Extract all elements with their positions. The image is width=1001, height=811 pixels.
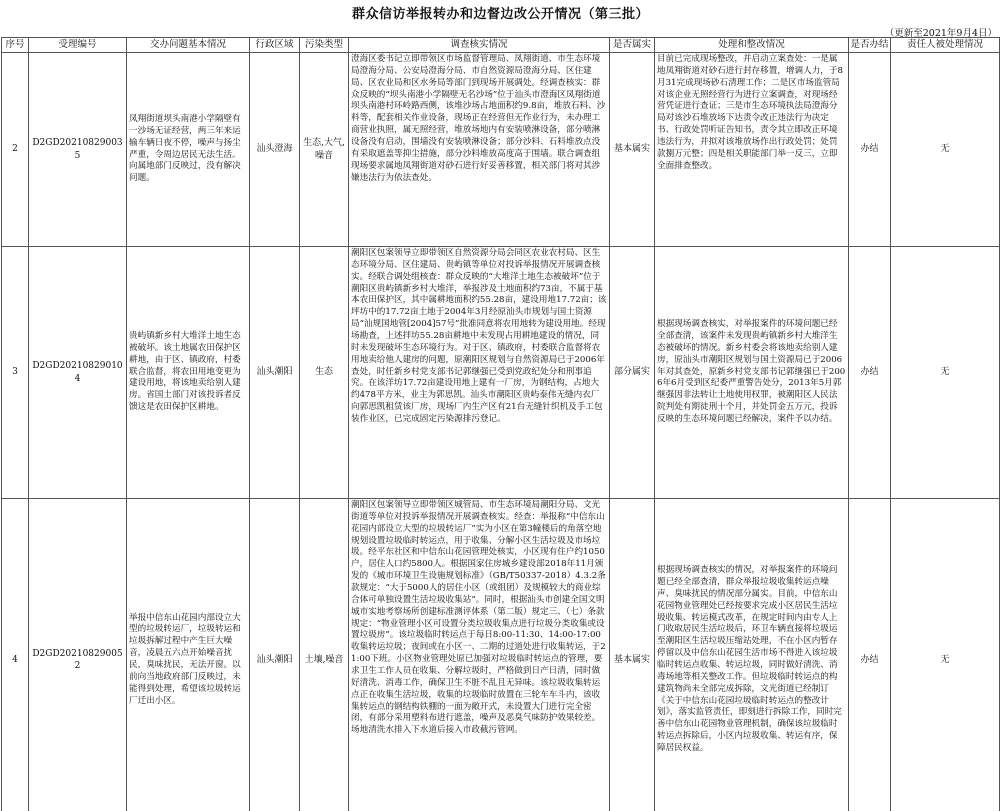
petition-table [1, 37, 1000, 811]
cell-closed: 办结 [849, 53, 891, 247]
update-note: （更新至2021年9月4日） [884, 28, 997, 39]
cell-no: 4 [2, 499, 29, 811]
header-issue: 交办问题基本情况 [127, 38, 250, 53]
cell-verified: 基本属实 [610, 53, 655, 247]
cell-verified: 部分属实 [610, 247, 655, 499]
header-code: 受理编号 [29, 38, 127, 53]
cell-pollution: 土壤,噪音 [300, 499, 349, 811]
cell-investigation: 澄海区委书记立即带领区市场监督管理局、凤翔街道、市生态环境局澄海分局、公安局澄海分局、市自然资源局澄海分局、区住建局、区农业局和区水务局等部门到现场开展调处。经调查核实：群众反映的“坝头南港小学隔壁无名沙场”位于汕头市澄海区凤翔街道坝头南港村环岭路西侧，该堆沙场占地面积约9.8亩，堆放石料、沙料等，配套相关作业设备，现场正在经营但无作业行为，未办理工商营业执照，属无照经营，堆放场地内有安装喷淋设备，部分喷淋设备没有启动，围墙没有安装喷淋设备；部分沙料、石料堆放点没有采取遮盖等抑尘措施，部分沙料堆放高度高于围墙。联合调查组现场要求属地凤翔街道对砂石进行好妥善移置，相关部门将对其涉嫌违法行为依法查处。 [349, 53, 610, 247]
header-verified: 是否属实 [610, 38, 655, 53]
cell-code: D2GD202108290052 [29, 499, 127, 811]
table-row [2, 499, 1000, 811]
header-no: 序号 [2, 38, 29, 53]
header-closed: 是否办结 [849, 38, 891, 53]
header-investigation: 调查核实情况 [349, 38, 610, 53]
cell-closed: 办结 [849, 247, 891, 499]
cell-accountability: 无 [891, 247, 1000, 499]
header-district: 行政区域 [250, 38, 300, 53]
cell-code: D2GD202108290035 [29, 53, 127, 247]
cell-no: 2 [2, 53, 29, 247]
table-header-row [2, 38, 1000, 53]
header-handling: 处理和整改情况 [655, 38, 849, 53]
header-pollution: 污染类型 [300, 38, 349, 53]
cell-issue: 举报中信东山花园内部设立大型的垃圾转运厂，垃圾转运和垃圾拆解过程中产生巨大噪音，凌晨五六点开始噪音扰民，臭味扰民，无法开窗。以前向当地政府部门反映过，未能得到处理，希望该垃圾转运厂迁出小区。 [127, 499, 250, 811]
cell-handling: 根据现场调查核实，对举报案件的环境问题已经全部查清，该案件未发现贵屿镇新乡村大堆洋生态被破坏的情况。新乡村委会将该地卖给别人建房，原汕头市潮阳区规划与国土资源局已于2006年对其查处，原新乡村党支部书记郭继强已于2006年6月受到区纪委严重警告处分，2013年5月郭继强因非法转让土地使用权罪，被潮阳区人民法院判处有期徒刑十个月，并处罚金五万元，投诉反映的生态环境问题已经解决，案件予以办结。 [655, 247, 849, 499]
cell-handling: 根据现场调查核实的情况，对举报案件的环境问题已经全部查清，群众举报垃圾收集转运点噪声、臭味扰民的情况部分属实。目前，中信东山花园物业管理处已经按要求完成小区居民生活垃圾收集、转运模式改革，在规定时间内由专人上门收取居民生活垃圾后，环卫车辆直接将垃圾运至潮阳区生活垃圾压缩站处理，不在小区内暂存停留以及中信东山花园生活市场不得进入该垃圾临时转运点收集、转运垃圾，同时做好清洗、消毒场地等相关整改工作。但垃圾临时转运点的构建筑物尚未全部完成拆除，文光街道已经制订《关于中信东山花园垃圾临时转运点的整改计划》，落实监管责任，即刻进行拆除工作，同时完善中信东山花园物业管理机制，确保该垃圾临时转运点拆除后，小区内垃圾收集、转运有序，保障居民权益。 [655, 499, 849, 811]
table-row [2, 247, 1000, 499]
cell-issue: 凤翔街道坝头南港小学隔壁有一沙场无证经营，两三年来运输车辆日夜不停，噪声与扬尘严重，令周边居民无法生活。向属地部门反映过，没有解决问题。 [127, 53, 250, 247]
cell-verified: 基本属实 [610, 499, 655, 811]
cell-investigation: 潮阳区包案领导立即带领区城管局、市生态环境局潮阳分局、文光街道等单位对投诉举报情况开展调查核实。经查：举报称“中信东山花园内部设立大型的垃圾转运厂”实为小区在第3幢楼后的角落空地规划设置垃圾临时转运点，用于收集、分解小区生活垃圾及市场垃圾。经平东社区和中信东山花园管理处核实，小区现有住户约1050户，居住人口约5800人。根据国家住房城乡建设部2018年11月颁发的《城市环境卫生设施规划标准》（GB/T50337-2018）4.3.2条款规定：“大于5000人的居住小区（或组团）及规模较大的商业综合体可单独设置生活垃圾收集站”。同时，根据汕头市创建全国文明城市实地考察场所创建标准测评体系（第二版）规定三、（七）条款规定：“物业管理小区可设置分类垃圾收集点进行垃圾分类收集或设置垃圾房”。该垃圾临时转运点于每日8:00-11:30、14:00-17:00收集转运垃圾；夜间或在小区一、二期的过道处进行收集转运，于21:00下班。小区物业管理处原已加强对垃圾临时转运点的管理，要求卫生工作人员在收集、分解垃圾时，严格做到日产日清，同时做好清洗、消毒工作，确保卫生不脏不乱且无异味。该垃圾收集转运点正在收集生活垃圾，收集的垃圾临时放置在三轮车车斗内，该收集转运点的钢结构铁棚的一面为敞开式，未设置大门进行完全密闭，有部分采用塑料布进行遮盖，噪声及恶臭气味防护效果较差。场地清洗水排入下水道后接入市政截污管网。 [349, 499, 610, 811]
cell-pollution: 生态,大气,噪音 [300, 53, 349, 247]
cell-district: 汕头潮阳 [250, 499, 300, 811]
cell-handling: 目前已完成现场整改，并启动立案查处：一是属地凤翔街道对砂石进行封存移置，增调人力，于8月31完成现场砂石清理工作；二是区市场监管局对该企业无照经营行为进行立案调查，对现场经营凭证进行查证；三是市生态环境执法局澄海分局对该沙石堆放场下达责令改正违法行为决定书、行政处罚听证告知书，责令其立即改正环境违法行为，并拟对该堆放场作出行政处罚；处罚款捌万元整；四是相关职能部门举一反三，立即全面排查整改。 [655, 53, 849, 247]
cell-accountability: 无 [891, 499, 1000, 811]
header-accountability: 责任人被处理情况 [891, 38, 1000, 53]
cell-closed: 办结 [849, 499, 891, 811]
cell-accountability: 无 [891, 53, 1000, 247]
cell-district: 汕头澄海 [250, 53, 300, 247]
cell-investigation: 潮阳区包案领导立即带领区自然资源分局会同区农业农村局、区生态环境分局、区住建局、贵屿镇等单位对投诉举报情况开展调查核实。经联合调处组核查：群众反映的“大堆洋土地生态被破坏”位于潮阳区贵屿镇新乡村大堆洋，举报涉及土地面积约73亩，不属于基本农田保护区，其中属耕地面积约55.28亩，建设用地17.72亩；该坪坊中的17.72亩土地于2004年3月经原汕头市规划与国土资源局“汕规国地管[2004]57号”批准同意将农用地转为建设用地。经现场勘查，上述拌坊55.28亩耕地中未发现占用耕地建设的情况，同时未发现破坏生态环境行为。对于区、镇政府，村委联合监督将农用地卖给他人建房的问题，原潮阳区规划与自然资源局已于2006年查处，时任新乡村党支部书记郭继强已受到党政纪处分和刑事追究。在该洋坊17.72亩建设用地上建有一厂房，为钢结构，占地大约478平方米，业主为郭思凯。汕头市潮阳区贵屿泰伟无缝内衣厂向郭思凯租赁该厂房，现场厂内生产区有21台无缝针织机及手工包装作业区，已完成固定污染源排污登记。 [349, 247, 610, 499]
table-row [2, 53, 1000, 247]
document-title: 群众信访举报转办和边督边改公开情况（第三批） [351, 7, 649, 22]
cell-no: 3 [2, 247, 29, 499]
cell-district: 汕头潮阳 [250, 247, 300, 499]
cell-pollution: 生态 [300, 247, 349, 499]
cell-issue: 贵屿镇新乡村大堆洋土地生态被破坏。该土地属农田保护区耕地，由于区、镇政府，村委联合监督，将农田用地变更为建设用地，将该地卖给别人建房。省国土部门对该投诉者反馈这是农田保护区耕地。 [127, 247, 250, 499]
cell-code: D2GD202108290104 [29, 247, 127, 499]
